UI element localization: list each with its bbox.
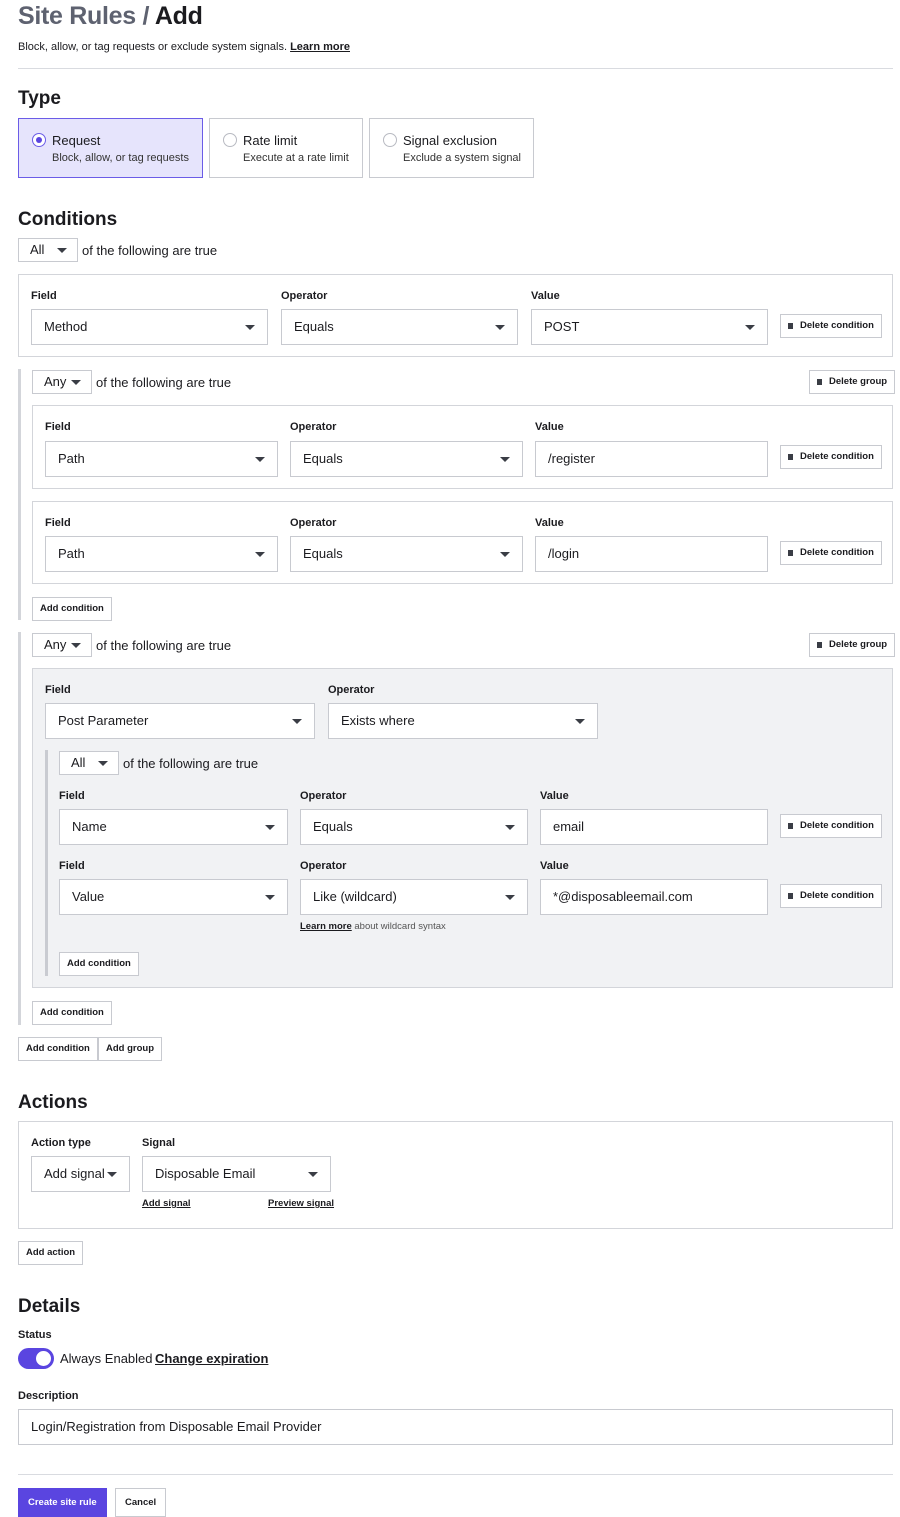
nested-match-select[interactable] [59,751,119,775]
value-select-value: POST [544,319,580,334]
operator-select[interactable] [328,703,598,739]
type-option-rate-limit[interactable] [209,118,363,178]
delete-condition-label: Delete condition [800,320,874,331]
operator-label: Operator [300,860,347,872]
delete-condition-label: Delete condition [800,451,874,462]
operator-select-value: Equals [313,819,353,834]
group-indicator [18,369,21,620]
chevron-down-icon [98,761,108,766]
delete-condition-button[interactable] [780,541,882,565]
value-label: Value [540,860,569,872]
operator-label: Operator [290,421,337,433]
operator-select-value: Exists where [341,713,415,728]
action-type-label: Action type [31,1137,91,1149]
type-option-desc: Execute at a rate limit [243,152,349,164]
chevron-down-icon [308,1172,318,1177]
delete-group-label: Delete group [829,376,888,387]
page-description [18,41,350,53]
cancel-button[interactable]: Cancel [115,1488,166,1517]
delete-condition-button[interactable] [780,445,882,469]
value-label: Value [535,421,564,433]
operator-label: Operator [328,684,375,696]
chevron-down-icon [745,325,755,330]
field-label: Field [45,517,71,529]
field-label: Field [59,790,85,802]
breadcrumb-site-rules[interactable]: Site Rules [18,2,136,30]
trash-icon [788,823,793,829]
chevron-down-icon [255,552,265,557]
breadcrumb-separator: / [142,2,150,30]
trash-icon [817,379,822,385]
wildcard-learn-more-link[interactable]: Learn more [300,921,352,932]
delete-condition-label: Delete condition [800,820,874,831]
status-label: Status [18,1329,52,1341]
field-label: Field [45,421,71,433]
signal-value: Disposable Email [155,1166,256,1181]
signal-label: Signal [142,1137,176,1149]
add-group-button[interactable]: Add group [98,1037,162,1061]
value-label: Value [535,517,564,529]
following-text: of the following are true [82,243,218,258]
chevron-down-icon [500,457,510,462]
nested-match-value: All [71,755,86,770]
type-option-title: Signal exclusion [403,133,497,148]
following-text: of the following are true [96,638,232,653]
field-select-value: Path [58,546,85,561]
operator-select-value: Equals [303,546,343,561]
field-label: Field [45,684,71,696]
chevron-down-icon [505,825,515,830]
operator-select-value: Equals [303,451,343,466]
preview-signal-link[interactable]: Preview signal [268,1198,335,1209]
delete-condition-button[interactable] [780,314,882,338]
nested-group-indicator [45,750,48,976]
status-text: Always Enabled [60,1351,153,1366]
field-select-value: Name [72,819,107,834]
add-condition-button[interactable]: Add condition [32,1001,112,1025]
root-match-select[interactable] [18,238,78,262]
chevron-down-icon [500,552,510,557]
group-indicator [18,632,21,1025]
add-condition-button[interactable]: Add condition [59,952,139,976]
field-select[interactable] [45,536,278,572]
delete-group-button[interactable] [809,633,895,657]
trash-icon [788,893,793,899]
details-heading: Details [18,1296,81,1317]
trash-icon [788,323,793,329]
following-text: of the following are true [123,756,259,771]
add-action-button[interactable]: Add action [18,1241,83,1265]
group2-match-select[interactable] [32,633,92,657]
operator-select[interactable] [281,309,518,345]
delete-condition-label: Delete condition [800,890,874,901]
radio-request[interactable] [32,133,46,147]
chevron-down-icon [265,895,275,900]
operator-label: Operator [300,790,347,802]
type-option-signal-exclusion[interactable] [369,118,534,178]
following-text: of the following are true [96,375,232,390]
field-select[interactable] [59,879,288,915]
value-input[interactable]: /register [535,441,768,477]
field-select-value: Post Parameter [58,713,149,728]
footer-divider [18,1474,893,1475]
add-condition-button[interactable]: Add condition [18,1037,98,1061]
chevron-down-icon [265,825,275,830]
delete-group-button[interactable] [809,370,895,394]
add-condition-button[interactable]: Add condition [32,597,112,621]
radio-signal-exclusion[interactable] [383,133,397,147]
root-match-value: All [30,242,45,257]
delete-condition-button[interactable] [780,884,882,908]
wildcard-hint-text: about wildcard syntax [354,921,446,932]
chevron-down-icon [292,719,302,724]
value-input[interactable]: email [540,809,768,845]
description-label: Description [18,1390,79,1402]
value-label: Value [540,790,569,802]
chevron-down-icon [255,457,265,462]
add-signal-link[interactable]: Add signal [142,1198,191,1209]
change-expiration-link[interactable]: Change expiration [155,1351,269,1366]
type-option-title: Request [52,133,101,148]
chevron-down-icon [495,325,505,330]
chevron-down-icon [71,643,81,648]
value-input[interactable]: *@disposableemail.com [540,879,768,915]
field-select[interactable] [59,809,288,845]
field-select-value: Path [58,451,85,466]
field-select[interactable] [31,309,268,345]
operator-select[interactable] [290,441,523,477]
chevron-down-icon [71,380,81,385]
page-title [18,2,203,31]
type-option-desc: Exclude a system signal [403,152,521,164]
field-select-value: Method [44,319,88,334]
operator-select-value: Equals [294,319,334,334]
trash-icon [788,550,793,556]
type-option-title: Rate limit [243,133,298,148]
chevron-down-icon [245,325,255,330]
radio-rate-limit[interactable] [223,133,237,147]
field-select[interactable] [45,703,315,739]
create-site-rule-button[interactable]: Create site rule [18,1488,107,1517]
trash-icon [817,642,822,648]
wildcard-hint [300,921,446,932]
type-option-request[interactable] [18,118,203,178]
actions-heading: Actions [18,1092,88,1113]
group1-match-value: Any [44,374,67,389]
group2-match-value: Any [44,637,67,652]
field-label: Field [31,290,57,302]
field-label: Field [59,860,85,872]
operator-select-value: Like (wildcard) [313,889,397,904]
page-description-text: Block, allow, or tag requests or exclude system signals. [18,41,288,53]
chevron-down-icon [575,719,585,724]
value-label: Value [531,290,560,302]
trash-icon [788,454,793,460]
operator-select[interactable] [300,879,528,915]
value-input[interactable]: /login [535,536,768,572]
description-input[interactable]: Login/Registration from Disposable Email Provider [18,1409,893,1445]
action-type-select[interactable] [31,1156,130,1192]
delete-group-label: Delete group [829,639,888,650]
conditions-heading: Conditions [18,209,118,230]
breadcrumb-current: Add [154,2,203,30]
operator-select[interactable] [290,536,523,572]
field-select-value: Value [72,889,105,904]
field-select[interactable] [45,441,278,477]
type-heading: Type [18,88,61,109]
chevron-down-icon [505,895,515,900]
operator-select[interactable] [300,809,528,845]
chevron-down-icon [107,1172,117,1177]
value-select[interactable] [531,309,768,345]
action-type-value: Add signal [44,1166,105,1181]
delete-condition-label: Delete condition [800,547,874,558]
group1-match-select[interactable] [32,370,92,394]
type-option-desc: Block, allow, or tag requests [52,152,189,164]
delete-condition-button[interactable] [780,814,882,838]
operator-label: Operator [290,517,337,529]
learn-more-link[interactable]: Learn more [290,41,350,53]
status-toggle[interactable] [18,1348,54,1369]
header-divider [18,68,893,69]
signal-select[interactable] [142,1156,331,1192]
operator-label: Operator [281,290,328,302]
chevron-down-icon [57,248,67,253]
